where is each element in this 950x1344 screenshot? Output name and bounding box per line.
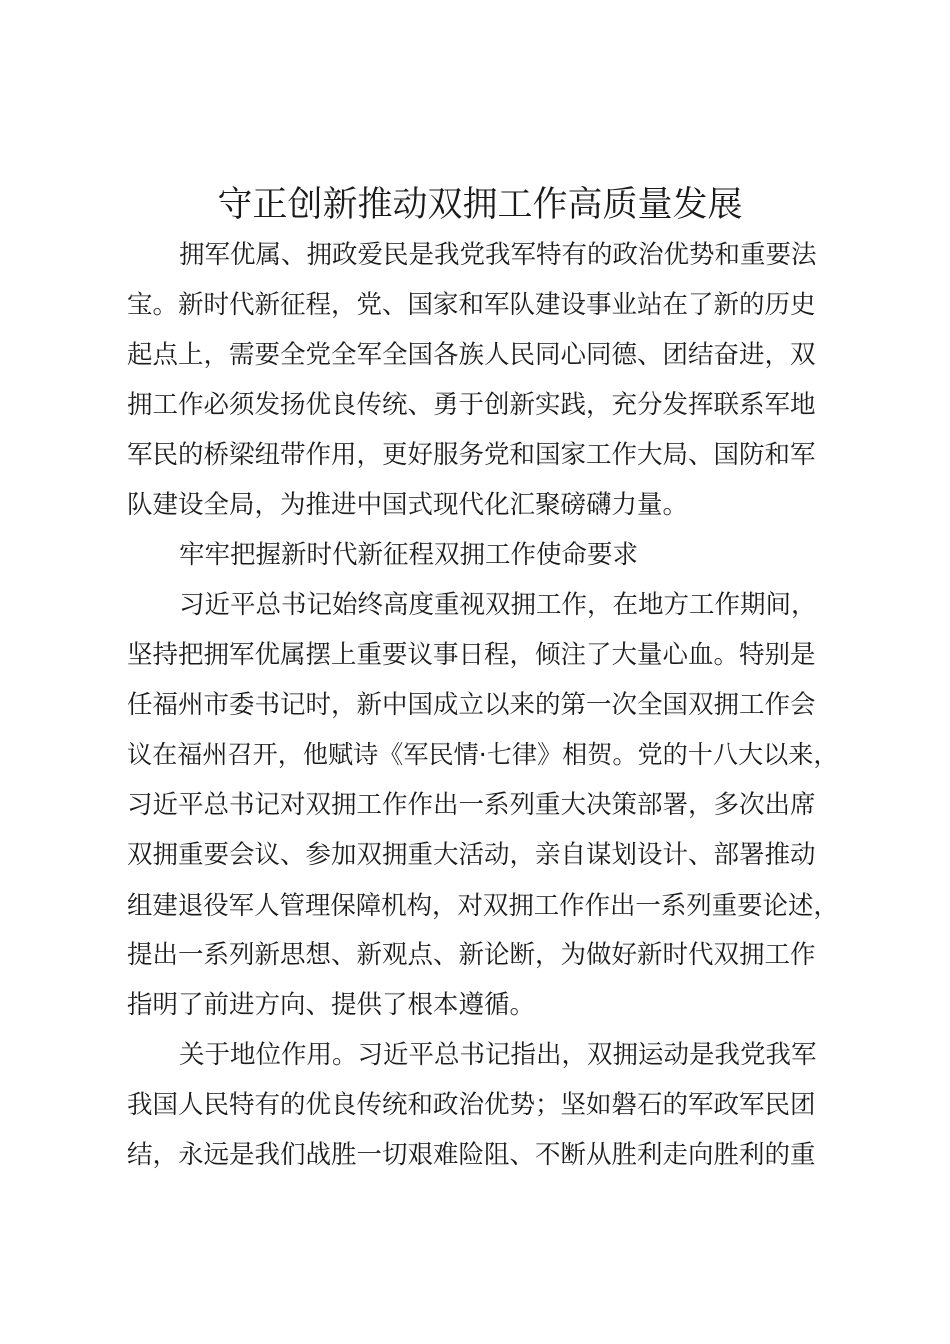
- text-line: 宝。新时代新征程，党、国家和军队建设事业站在了新的历史: [127, 290, 816, 320]
- text-line: 关于地位作用。习近平总书记指出，双拥运动是我党我军: [179, 1040, 817, 1070]
- text-line: 结，永远是我们战胜一切艰难险阻、不断从胜利走向胜利的重: [127, 1140, 816, 1170]
- text-line: 议在福州召开，他赋诗《军民情·七律》相贺。党的十八大以来，: [127, 740, 839, 769]
- text-line: 我国人民特有的优良传统和政治优势；坚如磐石的军政军民团: [127, 1090, 816, 1120]
- text-line: 拥军优属、拥政爱民是我党我军特有的政治优势和重要法: [179, 240, 817, 270]
- text-line: 牢牢把握新时代新征程双拥工作使命要求: [179, 540, 639, 570]
- text-line: 军民的桥梁纽带作用，更好服务党和国家工作大局、国防和军: [127, 440, 816, 470]
- text-line: 习近平总书记始终高度重视双拥工作，在地方工作期间，: [179, 590, 817, 620]
- text-line: 任福州市委书记时，新中国成立以来的第一次全国双拥工作会: [127, 690, 816, 720]
- text-line: 组建退役军人管理保障机构，对双拥工作作出一系列重要论述，: [127, 890, 839, 920]
- document-body: [127, 230, 837, 1180]
- text-line: 提出一系列新思想、新观点、新论断，为做好新时代双拥工作: [127, 940, 816, 970]
- text-line: 起点上，需要全党全军全国各族人民同心同德、团结奋进，双: [127, 340, 816, 370]
- text-line: 队建设全局，为推进中国式现代化汇聚磅礴力量。: [127, 490, 689, 520]
- text-line: 指明了前进方向、提供了根本遵循。: [127, 990, 536, 1020]
- text-line: 双拥重要会议、参加双拥重大活动，亲自谋划设计、部署推动: [127, 840, 816, 870]
- text-line: 坚持把拥军优属摆上重要议事日程，倾注了大量心血。特别是: [127, 640, 816, 670]
- document-title: 守正创新推动双拥工作高质量发展: [217, 185, 743, 225]
- text-line: 习近平总书记对双拥工作作出一系列重大决策部署，多次出席: [127, 790, 816, 820]
- text-line: 拥工作必须发扬优良传统、勇于创新实践，充分发挥联系军地: [127, 390, 816, 420]
